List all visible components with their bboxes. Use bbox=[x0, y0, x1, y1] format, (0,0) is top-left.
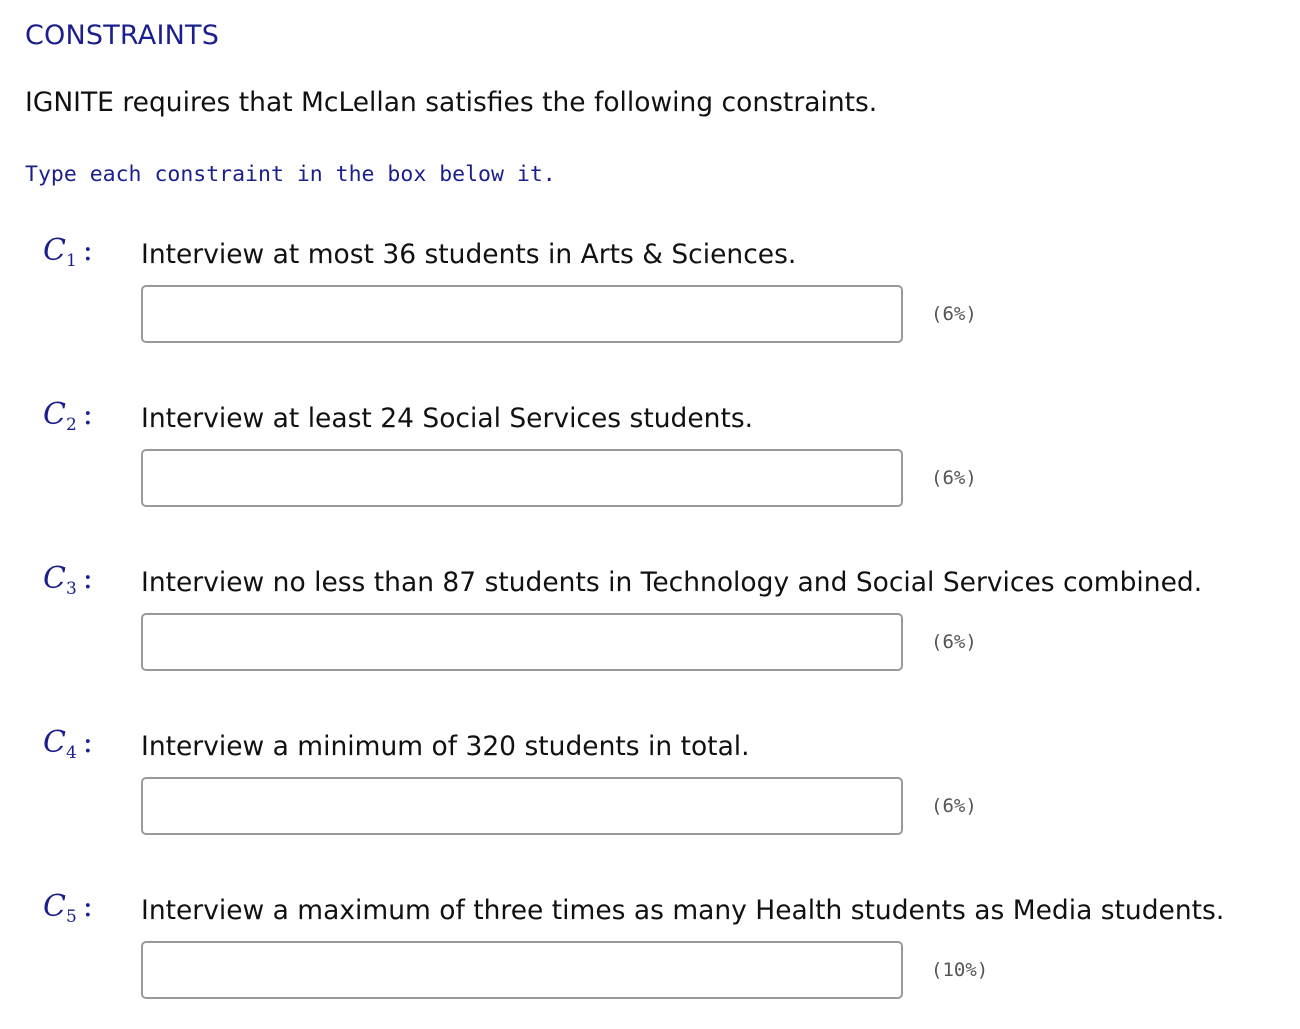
constraint-input[interactable] bbox=[141, 941, 903, 999]
constraint-weight: (6%) bbox=[931, 467, 977, 489]
constraint-input[interactable] bbox=[141, 285, 903, 343]
constraint-description: Interview a maximum of three times as many Health students as Media students. bbox=[141, 895, 1225, 926]
constraint-label: $C_2$ : bbox=[43, 397, 93, 435]
constraint-description: Interview at least 24 Social Services students. bbox=[141, 403, 754, 434]
intro-text: IGNITE requires that McLellan satisfies the following constraints. bbox=[25, 87, 878, 118]
constraint-weight: (10%) bbox=[931, 959, 989, 981]
constraint-input[interactable] bbox=[141, 449, 903, 507]
constraint-input[interactable] bbox=[141, 613, 903, 671]
constraint-description: Interview at most 36 students in Arts & Sciences. bbox=[141, 239, 797, 270]
constraint-1 bbox=[0, 233, 1300, 373]
constraint-5 bbox=[0, 889, 1300, 1029]
constraint-weight: (6%) bbox=[931, 795, 977, 817]
constraint-2 bbox=[0, 397, 1300, 537]
instruction-text: Type each constraint in the box below it. bbox=[25, 162, 556, 187]
constraint-label: $C_3$ : bbox=[43, 561, 93, 599]
constraint-input[interactable] bbox=[141, 777, 903, 835]
constraint-weight: (6%) bbox=[931, 303, 977, 325]
constraint-label: $C_4$ : bbox=[43, 725, 93, 763]
constraint-label: $C_5$ : bbox=[43, 889, 93, 927]
constraint-4 bbox=[0, 725, 1300, 865]
constraint-label: $C_1$ : bbox=[43, 233, 93, 271]
constraint-3 bbox=[0, 561, 1300, 701]
constraint-description: Interview no less than 87 students in Technology and Social Services combined. bbox=[141, 567, 1203, 598]
section-title: CONSTRAINTS bbox=[25, 20, 220, 51]
constraint-weight: (6%) bbox=[931, 631, 977, 653]
constraint-description: Interview a minimum of 320 students in total. bbox=[141, 731, 750, 762]
